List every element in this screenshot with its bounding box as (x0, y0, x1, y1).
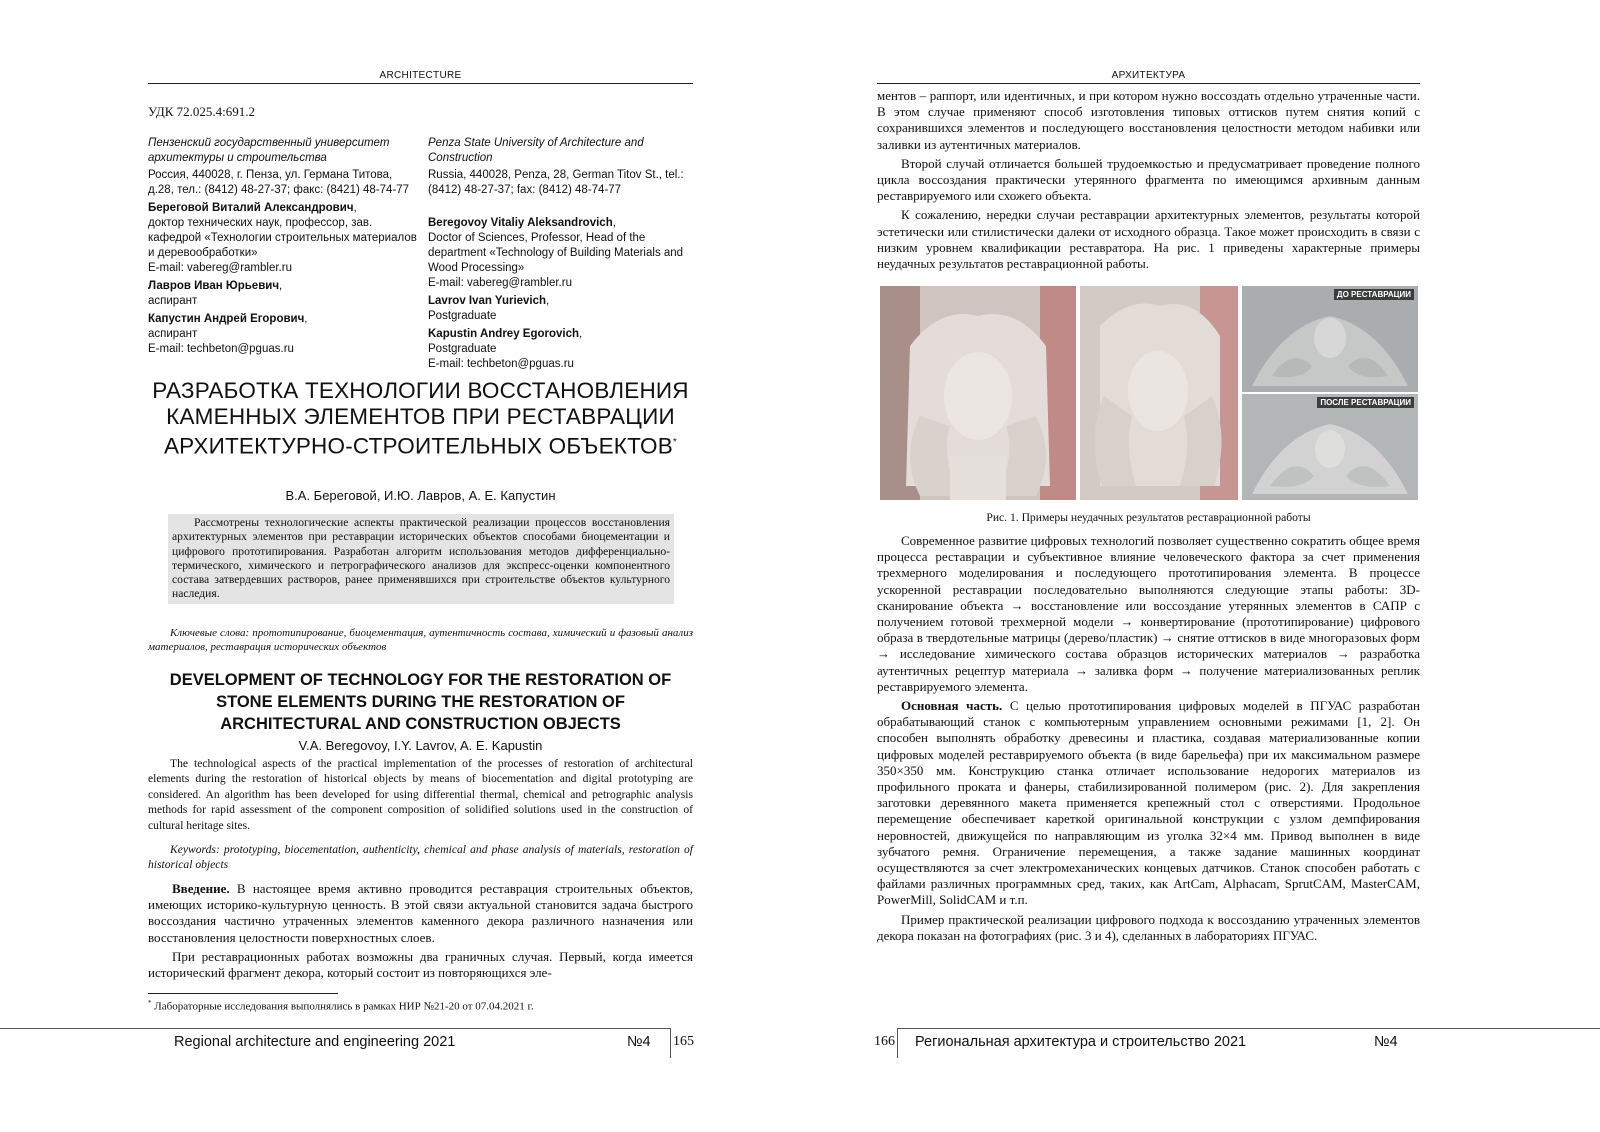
body-continued (877, 88, 1420, 272)
relief-illustration (1242, 394, 1418, 500)
author-block: Beregovoy Vitaliy Aleksandrovich, Doctor of Sciences, Professor, Head of the department «Technology of Building Materials and Wood Processing» E-mail: vabereg@rambler.ru (428, 216, 698, 291)
footer-issue: №4 (627, 1034, 651, 1050)
author-email[interactable]: E-mail: techbeton@pguas.ru (148, 343, 294, 355)
keywords-en: Keywords: prototyping, biocementation, authenticity, chemical and phase analysis of materials, restoration of historical objects (148, 843, 693, 871)
address-en: Russia, 440028, Penza, 28, German Titov St., tel.: (8412) 48-27-37; fax: (8412) 48-74-77 (428, 169, 684, 196)
paragraph: Пример практической реализации цифрового подхода к воссозданию утраченных элементов декора показан на фотографиях (рис. 3 и 4), сделанных в лабораториях ПГУАС. (877, 911, 1420, 943)
author-email[interactable]: E-mail: techbeton@pguas.ru (428, 358, 574, 370)
footer-journal: Regional architecture and engineering 2021 (174, 1034, 456, 1050)
relief-illustration (1242, 286, 1418, 392)
running-head: ARCHITECTURE (148, 70, 693, 84)
affiliation-ru (148, 136, 418, 357)
address-ru: Россия, 440028, г. Пенза, ул. Германа Титова, д.28, тел.: (8412) 48-27-37; факс: (8421) 48-74-77 (148, 169, 410, 196)
figure-1 (880, 286, 1418, 502)
author-block: Kapustin Andrey Egorovich, Postgraduate E-mail: techbeton@pguas.ru (428, 327, 698, 372)
footnote-divider (148, 993, 338, 994)
photo-after-restoration (1242, 394, 1418, 500)
udc-code: УДК 72.025.4:691.2 (148, 104, 256, 119)
figure-caption: Рис. 1. Примеры неудачных результатов реставрационной работы (986, 511, 1311, 524)
page-number: 165 (670, 1028, 698, 1058)
article-title-en: DEVELOPMENT OF TECHNOLOGY FOR THE RESTORATION OF STONE ELEMENTS DURING THE RESTORATION OF ARCHITECTURAL AND CONSTRUCTION OBJECTS (169, 671, 672, 733)
authors-en: V.A. Beregovoy, I.Y. Lavrov, A. E. Kapustin (298, 738, 543, 753)
footer-divider (898, 1028, 1600, 1029)
author-block: Lavrov Ivan Yurievich, Postgraduate (428, 294, 698, 324)
footer-divider (0, 1028, 670, 1029)
photo-sculpture-head-1 (880, 286, 1076, 500)
before-label: ДО РЕСТАВРАЦИИ (1334, 289, 1414, 300)
paragraph: Введение. В настоящее время активно проводится реставрация строительных объектов, имеющих историко-культурную ценность. В этой связи актуальной становится задача быстрого воссоздания частично утраченных элементов каменного декора различного назначения или восстановления целостности поверхностных слоев. (148, 881, 693, 945)
author-role: аспирант (148, 328, 198, 340)
keywords-ru: Ключевые слова: прототипирование, биоцементация, аутентичность состава, химический и фазовый анализ материалов, реставрация исторических объектов (148, 627, 693, 653)
affiliation-en (428, 136, 698, 372)
right-page (800, 0, 1600, 1132)
author-name: Береговой Виталий Александрович (148, 202, 354, 214)
institution-en: Penza State University of Architecture and Construction (428, 137, 644, 164)
author-role: Postgraduate (428, 310, 497, 322)
section-heading: Введение. (172, 881, 230, 896)
body-main (877, 533, 1420, 944)
paragraph: К сожалению, нередки случаи реставрации архитектурных элементов, результаты которой эстетически или стилистически далеки от исходного образца. Такое может происходить в связи с низким уровнем квалификации реставратора. На рис. 1 приведены характерные примеры неудачных результатов реставрационной работы. (877, 207, 1420, 272)
paragraph: ментов – раппорт, или идентичных, и при котором нужно воссоздать отдельно утраченные части. В этом случае применяют способ изготовления типовых оттисков путем снятия копий с сохранившихся элементов и последующего восстановления целостности методом набивки или заливки из аутентичных материалов. (877, 88, 1420, 152)
author-role: доктор технических наук, профессор, зав. кафедрой «Технологии строительных материалов и деревообработки» (148, 217, 417, 259)
author-email[interactable]: E-mail: vabereg@rambler.ru (148, 262, 292, 274)
author-name: Kapustin Andrey Egorovich (428, 328, 580, 340)
footnote: * Лабораторные исследования выполнялись в рамках НИР №21-20 от 07.04.2021 г. (148, 999, 534, 1013)
footnote-marker: * (148, 999, 152, 1007)
paragraph: Современное развитие цифровых технологий позволяет существенно сократить общее время процесса реставрации и субъективное влияние человеческого фактора за счет применения трехмерного моделирования и последующего прототипирования элемента. В процессе ускоренной реставрации последовательно выполняются следующие этапы работы: 3D-сканирование объекта → восстановление или воссоздание утерянных элементов в САПР с получением готовой трехмерной модели → конвертирование (прототипирование) цифрового образа в твердотельные матрицы (дерево/пластик) → снятие оттисков в виде многоразовых форм → исследование химического состава образцов исторических материалов → разработка аутентичных рецептур материала → заливка форм → получение материализованных реплик реставрируемого элемента. (877, 533, 1420, 694)
introduction-section (148, 881, 693, 981)
author-role: Postgraduate (428, 343, 497, 355)
title-ru-text: РАЗРАБОТКА ТЕХНОЛОГИИ ВОССТАНОВЛЕНИЯ КАМЕННЫХ ЭЛЕМЕНТОВ ПРИ РЕСТАВРАЦИИ АРХИТЕКТУРНО-СТРОИТЕЛЬНЫХ ОБЪЕКТОВ (152, 378, 689, 459)
article-title-ru (148, 378, 693, 460)
sculpture-illustration (880, 286, 1076, 500)
author-name: Капустин Андрей Егорович (148, 313, 305, 325)
abstract-ru-text: Рассмотрены технологические аспекты практической реализации процессов восстановления архитектурных элементов при реставрации исторических объектов способами биоцементации и цифрового прототипирования. Разработан алгоритм использования методов дифференциально-термического, химического и петрографического анализов для экспресс-оценки компонентного состава затвердевших растворов, ранее применявшихся при строительстве объектов культурного наследия. (172, 516, 670, 601)
author-role: аспирант (148, 295, 198, 307)
author-email[interactable]: E-mail: vabereg@rambler.ru (428, 277, 572, 289)
author-name: Лавров Иван Юрьевич (148, 280, 280, 292)
institution-ru: Пензенский государственный университет архитектуры и строительства (148, 137, 390, 164)
authors-ru: В.А. Береговой, И.Ю. Лавров, А. Е. Капустин (285, 488, 556, 503)
footer-issue: №4 (1374, 1034, 1398, 1050)
paragraph: Основная часть. С целью прототипирования цифровых моделей в ПГУАС разработан обрабатывающий станок с компьютерным управлением основными режимами [1, 2]. Он способен выполнять обработку древесины и пластика, создавая материализованные копии цифровых моделей реставрируемого объекта (в виде барельефа) при их максимальном размере 350×350 мм. Конструкцию станка отличает использование недорогих материалов из профильного проката и фанеры, стабилизированной полимером (рис. 2). Для закрепления заготовки деревянного макета применяется крепежный стол с отверстиями. Продольное перемещение обеспечивает кареткой оригинальной конструкции с узлом демпфирования неровностей, движущейся по направляющим из уголка 32×4 мм. Привод выполнен в виде зубчатого ремня. Ограничение перемещения, а также задание машинных координат осуществляются за счет электромеханических концевых датчиков. Станок способен работать с файлами различных программных сред, таких, как ArtCam, Alphacam, SprutCAM, MasterCAM, PowerMill, SolidCAM и т.п. (877, 698, 1420, 908)
footnote-marker: * (672, 437, 678, 448)
section-heading: Основная часть. (901, 698, 1003, 714)
footer-journal: Региональная архитектура и строительство 2021 (915, 1034, 1247, 1050)
running-head: АРХИТЕКТУРА (877, 70, 1420, 84)
author-block: Лавров Иван Юрьевич, аспирант (148, 279, 418, 309)
author-name: Beregovoy Vitaliy Aleksandrovich (428, 217, 613, 229)
page-number: 166 (874, 1028, 898, 1058)
paragraph: При реставрационных работах возможны два граничных случая. Первый, когда имеется исторический фрагмент декора, который состоит из повторяющихся эле- (148, 948, 693, 981)
photo-sculpture-head-2 (1080, 286, 1238, 500)
author-role: Doctor of Sciences, Professor, Head of the department «Technology of Building Materials and Wood Processing» (428, 232, 684, 274)
after-label: ПОСЛЕ РЕСТАВРАЦИИ (1317, 397, 1414, 408)
author-block: Капустин Андрей Егорович, аспирант E-mail: techbeton@pguas.ru (148, 312, 418, 357)
abstract-en: The technological aspects of the practical implementation of the processes of restoration of architectural elements during the restoration of historical objects by means of biocementation and digital prototyping are considered. An algorithm has been developed for using differential thermal, chemical and petrographic analysis methods for rapid assessment of the component composition of solidified solutions used in the construction of cultural heritage sites. (148, 757, 693, 832)
author-name: Lavrov Ivan Yurievich (428, 295, 547, 307)
abstract-ru (168, 514, 674, 604)
photo-before-restoration (1242, 286, 1418, 392)
paragraph: Второй случай отличается большей трудоемкостью и предусматривает проведение полного цикла воссоздания практически утерянного фрагмента по имеющимся архивным данным реставрируемого или схожего объекта. (877, 155, 1420, 204)
author-block: Береговой Виталий Александрович, доктор технических наук, профессор, зав. кафедрой «Технологии строительных материалов и деревообработки» E-mail: vabereg@rambler.ru (148, 202, 417, 274)
sculpture-illustration (1080, 286, 1238, 500)
